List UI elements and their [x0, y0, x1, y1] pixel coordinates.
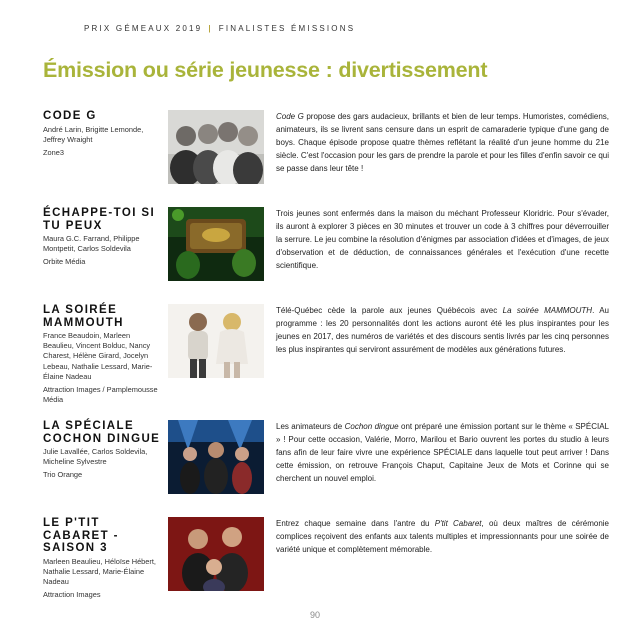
- entry-credits: Marleen Beaulieu, Héloïse Hébert, Nathalie Lessard, Marie-Élaine Nadeau: [43, 556, 156, 586]
- entry-photo: [168, 420, 264, 494]
- entry-info: [43, 420, 161, 481]
- entry-credits: Maura G.C. Farrand, Philippe Montpetit, Carlos Soldevila: [43, 234, 140, 254]
- entry-producer: Orbite Média: [43, 257, 86, 267]
- entry-title: LA SOIRÉE MAMMOUTH: [43, 304, 124, 329]
- running-header: [84, 24, 355, 33]
- entry-producer: Attraction Images / Pamplemousse Média: [43, 385, 158, 405]
- entry-description: [276, 517, 609, 556]
- entry-description: [276, 304, 609, 356]
- description-text: Trois jeunes sont enfermés dans la maison du méchant Professeur Kloridric. Pour s'évader, ils auront à explorer 3 pièces en 30 minutes et trouver un code à 3 chiffres pour déverrouiller la serrure. Le jeu combine la résolution d'énigmes par association d'idées et d'images, de jeux d'observation et de déduction, de connaissances générales et l'exécution d'une recette scientifique.: [276, 209, 609, 271]
- entry-title: LE P'TIT CABARET - SAISON 3: [43, 517, 119, 554]
- entry-title: LA SPÉCIALE COCHON DINGUE: [43, 420, 161, 445]
- description-text: . Au programme : les 20 personnalités dont les actions auront été les plus inspirantes pour les jeunes en 2017, des numéros de variétés et des discours sentis livrés par les cinq personnes les plus inspirantes qui serviront assurément de modèles aux générations futures.: [276, 306, 609, 355]
- show-name-italic: Code G: [276, 112, 304, 121]
- entry-description: [276, 207, 609, 272]
- entry-info: [43, 207, 161, 268]
- entry-title: CODE G: [43, 110, 97, 122]
- description-prefix: Télé-Québec cède la parole aux jeunes Québécois avec: [276, 306, 503, 315]
- entry-photo: [168, 304, 264, 378]
- description-text: propose des gars audacieux, brillants et bien de leur temps. Humoristes, comédiens, animateurs, ils se livrent sans censure dans un esprit de camaraderie typique d'une gang de boys. Chaque épisode propose quatre thèmes reflétant la réalité d'un jeune homme du 21e siècle. C'est l'occasion pour les gars de prendre la parole et pour les filles d'enfin savoir ce qui se passe dans leur tête !: [276, 112, 609, 174]
- entry-title: ÉCHAPPE-TOI SI TU PEUX: [43, 207, 156, 232]
- header-left: PRIX GÉMEAUX 2019: [84, 24, 203, 33]
- header-right: FINALISTES ÉMISSIONS: [218, 24, 356, 33]
- entry-producer: Trio Orange: [43, 470, 83, 480]
- description-prefix: Entrez chaque semaine dans l'antre du: [276, 519, 435, 528]
- entry-info: [43, 304, 161, 405]
- entry-description: [276, 110, 609, 175]
- entry-credits: Julie Lavallée, Carlos Soldevila, Micheline Sylvestre: [43, 447, 148, 467]
- entry-producer: Zone3: [43, 147, 64, 157]
- entry-info: [43, 517, 161, 600]
- entry-credits: André Larin, Brigitte Lemonde, Jeffrey Wraight: [43, 124, 144, 144]
- entry-info: [43, 110, 161, 158]
- entry-photo: [168, 207, 264, 281]
- section-title: Émission ou série jeunesse : divertissement: [43, 58, 488, 82]
- show-name-italic: P'tit Cabaret: [434, 519, 482, 528]
- show-name-italic: Cochon dingue: [344, 422, 399, 431]
- description-text: , où deux maîtres de cérémonie complices reçoivent des enfants aux talents multiples et impressionnants pour une soirée de variété unique et complètement mémorable.: [276, 519, 609, 555]
- description-text: ont préparé une émission portant sur le thème « SPÉCIAL » ! Pour cette occasion, Valérie, Morro, Marilou et Bario ouvrent les portes du studio à leurs fans afin de leur faire vivre une expérience SPÉCIALE dans laquelle tout peut arriver ! Dans cette émission, on retrouve François Chaput, Capitaine Jeux de Mots et Corinne qui se cherchent un nouvel emploi.: [276, 422, 609, 484]
- show-name-italic: La soirée MAMMOUTH: [502, 306, 593, 315]
- entry-producer: Attraction Images: [43, 590, 101, 600]
- entry-photo: [168, 110, 264, 184]
- page-number: 90: [309, 610, 320, 620]
- header-separator: |: [208, 24, 213, 33]
- description-prefix: Les animateurs de: [276, 422, 345, 431]
- entry-photo: [168, 517, 264, 591]
- entry-credits: France Beaudoin, Marleen Beaulieu, Vincent Bolduc, Nancy Charest, Hélène Girard, Jocelyn Lebeau, Nathalie Lessard, Marie-Élaine Nadeau: [43, 331, 153, 381]
- entry-description: [276, 420, 609, 485]
